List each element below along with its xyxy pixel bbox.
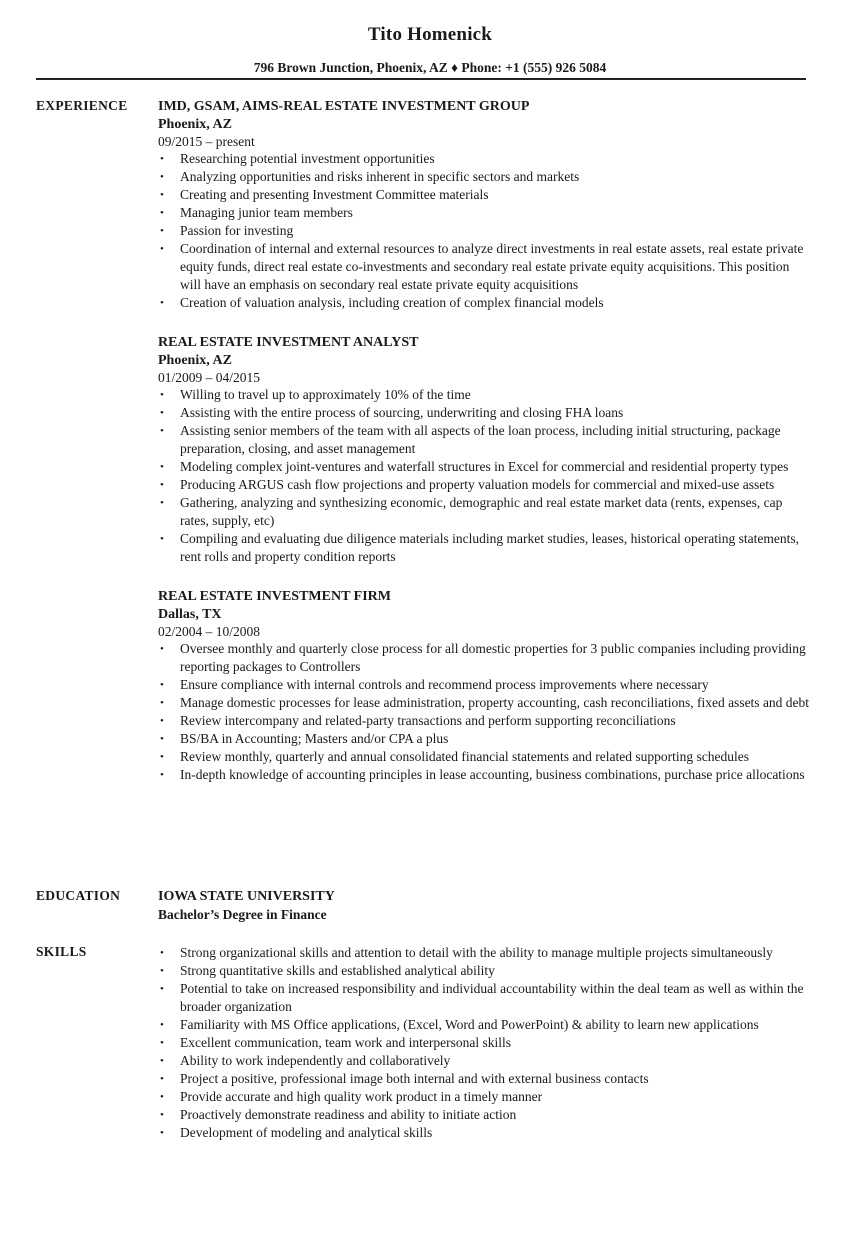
list-item-text: In-depth knowledge of accounting principles in lease accounting, business combinations, purchase price allocations: [180, 767, 805, 782]
list-item-text: Proactively demonstrate readiness and ability to initiate action: [180, 1107, 517, 1122]
list-item: [158, 422, 813, 458]
candidate-name: Tito Homenick: [367, 24, 493, 45]
bullet-icon: •: [160, 965, 164, 977]
list-item-text: Compiling and evaluating due diligence materials including market studies, leases, historical operating statements, rent rolls and property condition reports: [180, 531, 799, 564]
list-item-text: Gathering, analyzing and synthesizing economic, demographic and real estate market data (rents, expenses, cap rates, supply, etc): [180, 495, 783, 528]
list-item-text: Assisting with the entire process of sourcing, underwriting and closing FHA loans: [180, 405, 624, 420]
bullet-icon: •: [160, 715, 164, 727]
list-item: [158, 1052, 813, 1070]
list-item: [158, 1106, 813, 1124]
bullet-icon: •: [160, 389, 164, 401]
job-title: REAL ESTATE INVESTMENT ANALYST: [158, 335, 419, 350]
bullet-icon: •: [160, 697, 164, 709]
list-item: [158, 1088, 813, 1106]
list-item: [158, 240, 813, 294]
list-item: [158, 1034, 813, 1052]
list-item-text: Producing ARGUS cash flow projections and property valuation models for commercial and mixed-use assets: [180, 477, 775, 492]
list-item: [158, 222, 813, 240]
list-item-text: Creation of valuation analysis, including creation of complex financial models: [180, 295, 604, 310]
list-item-text: Strong organizational skills and attention to detail with the ability to manage multiple projects simultaneously: [180, 945, 773, 960]
bullet-icon: •: [160, 1109, 164, 1121]
list-item: [158, 1070, 813, 1088]
bullet-icon: •: [160, 751, 164, 763]
list-item: [158, 640, 813, 676]
bullet-icon: •: [160, 407, 164, 419]
list-item: [158, 962, 813, 980]
bullet-icon: •: [160, 479, 164, 491]
list-item-text: Review intercompany and related-party transactions and perform supporting reconciliations: [180, 713, 676, 728]
bullet-icon: •: [160, 733, 164, 745]
skills-heading: SKILLS: [36, 944, 87, 959]
job-dates: 02/2004 – 10/2008: [158, 624, 261, 639]
job-location: Dallas, TX: [158, 607, 222, 622]
list-item-text: Creating and presenting Investment Committee materials: [180, 187, 489, 202]
bullet-icon: •: [160, 1019, 164, 1031]
list-item: [158, 730, 813, 748]
list-item: [158, 168, 813, 186]
bullet-icon: •: [160, 297, 164, 309]
list-item-text: Strong quantitative skills and established analytical ability: [180, 963, 495, 978]
list-item: [158, 476, 813, 494]
list-item: [158, 944, 813, 962]
school-name: IOWA STATE UNIVERSITY: [158, 889, 335, 904]
bullet-icon: •: [160, 225, 164, 237]
list-item-text: Project a positive, professional image both internal and with external business contacts: [180, 1071, 649, 1086]
list-item: [158, 150, 813, 168]
bullet-icon: •: [160, 769, 164, 781]
job-bullets: [158, 640, 813, 784]
job-dates: 01/2009 – 04/2015: [158, 370, 261, 385]
list-item: [158, 694, 813, 712]
list-item-text: Researching potential investment opportunities: [180, 151, 435, 166]
list-item-text: Review monthly, quarterly and annual consolidated financial statements and related supporting schedules: [180, 749, 749, 764]
list-item: [158, 530, 813, 566]
bullet-icon: •: [160, 207, 164, 219]
job-location: Phoenix, AZ: [158, 117, 232, 132]
bullet-icon: •: [160, 947, 164, 959]
job-dates: 09/2015 – present: [158, 134, 255, 149]
education-body: [158, 888, 813, 924]
list-item: [158, 1124, 813, 1142]
list-item: [158, 980, 813, 1016]
bullet-icon: •: [160, 1127, 164, 1139]
list-item: [158, 748, 813, 766]
bullet-icon: •: [160, 189, 164, 201]
list-item-text: Coordination of internal and external resources to analyze direct investments in real estate assets, real estate private equity funds, direct real estate co-investments and secondary real estate private equity acquisitions. This position will have an emphasis on secondary real estate private equity acquisitions: [180, 241, 804, 292]
list-item: [158, 404, 813, 422]
bullet-icon: •: [160, 243, 164, 255]
list-item: [158, 766, 813, 784]
experience-heading: EXPERIENCE: [36, 98, 128, 113]
list-item-text: Willing to travel up to approximately 10% of the time: [180, 387, 471, 402]
job-entry: [158, 588, 813, 784]
list-item-text: Ability to work independently and collaboratively: [180, 1053, 451, 1068]
list-item-text: Provide accurate and high quality work product in a timely manner: [180, 1089, 543, 1104]
bullet-icon: •: [160, 171, 164, 183]
job-bullets: [158, 150, 813, 312]
bullet-icon: •: [160, 153, 164, 165]
list-item: [158, 712, 813, 730]
job-location: Phoenix, AZ: [158, 353, 232, 368]
skills-list: [158, 944, 813, 1142]
list-item-text: Passion for investing: [180, 223, 294, 238]
job-title: IMD, GSAM, AIMS-REAL ESTATE INVESTMENT GROUP: [158, 99, 530, 114]
list-item-text: Assisting senior members of the team with all aspects of the loan process, including initial structuring, package preparation, closing, and asset management: [180, 423, 781, 456]
bullet-icon: •: [160, 461, 164, 473]
bullet-icon: •: [160, 1073, 164, 1085]
degree-name: Bachelor’s Degree in Finance: [158, 907, 327, 922]
list-item-text: Familiarity with MS Office applications, (Excel, Word and PowerPoint) & ability to learn new applications: [180, 1017, 759, 1032]
experience-body: [158, 98, 813, 806]
bullet-icon: •: [160, 1037, 164, 1049]
job-title: REAL ESTATE INVESTMENT FIRM: [158, 589, 391, 604]
job-entry: [158, 334, 813, 566]
header-divider: [36, 78, 806, 80]
job-entry: [158, 98, 813, 312]
list-item-text: Managing junior team members: [180, 205, 353, 220]
list-item: [158, 494, 813, 530]
list-item: [158, 458, 813, 476]
list-item-text: Analyzing opportunities and risks inherent in specific sectors and markets: [180, 169, 580, 184]
list-item: [158, 294, 813, 312]
list-item: [158, 204, 813, 222]
bullet-icon: •: [160, 533, 164, 545]
bullet-icon: •: [160, 425, 164, 437]
list-item-text: Excellent communication, team work and interpersonal skills: [180, 1035, 512, 1050]
bullet-icon: •: [160, 497, 164, 509]
job-bullets: [158, 386, 813, 566]
bullet-icon: •: [160, 643, 164, 655]
bullet-icon: •: [160, 1055, 164, 1067]
bullet-icon: •: [160, 983, 164, 995]
list-item-text: Development of modeling and analytical skills: [180, 1125, 433, 1140]
list-item: [158, 676, 813, 694]
list-item: [158, 1016, 813, 1034]
list-item: [158, 386, 813, 404]
list-item-text: Oversee monthly and quarterly close process for all domestic properties for 3 public companies including providing reporting packages to Controllers: [180, 641, 806, 674]
list-item-text: BS/BA in Accounting; Masters and/or CPA a plus: [180, 731, 449, 746]
list-item-text: Modeling complex joint-ventures and waterfall structures in Excel for commercial and residential property types: [180, 459, 789, 474]
list-item-text: Manage domestic processes for lease administration, property accounting, cash reconciliations, fixed assets and debt: [180, 695, 810, 710]
bullet-icon: •: [160, 679, 164, 691]
contact-line: 796 Brown Junction, Phoenix, AZ ♦ Phone: +1 (555) 926 5084: [253, 60, 607, 75]
list-item-text: Ensure compliance with internal controls and recommend process improvements where necessary: [180, 677, 709, 692]
skills-body: [158, 944, 813, 1142]
education-heading: EDUCATION: [36, 888, 121, 903]
list-item: [158, 186, 813, 204]
list-item-text: Potential to take on increased responsibility and individual accountability within the deal team as well as within the broader organization: [180, 981, 804, 1014]
bullet-icon: •: [160, 1091, 164, 1103]
